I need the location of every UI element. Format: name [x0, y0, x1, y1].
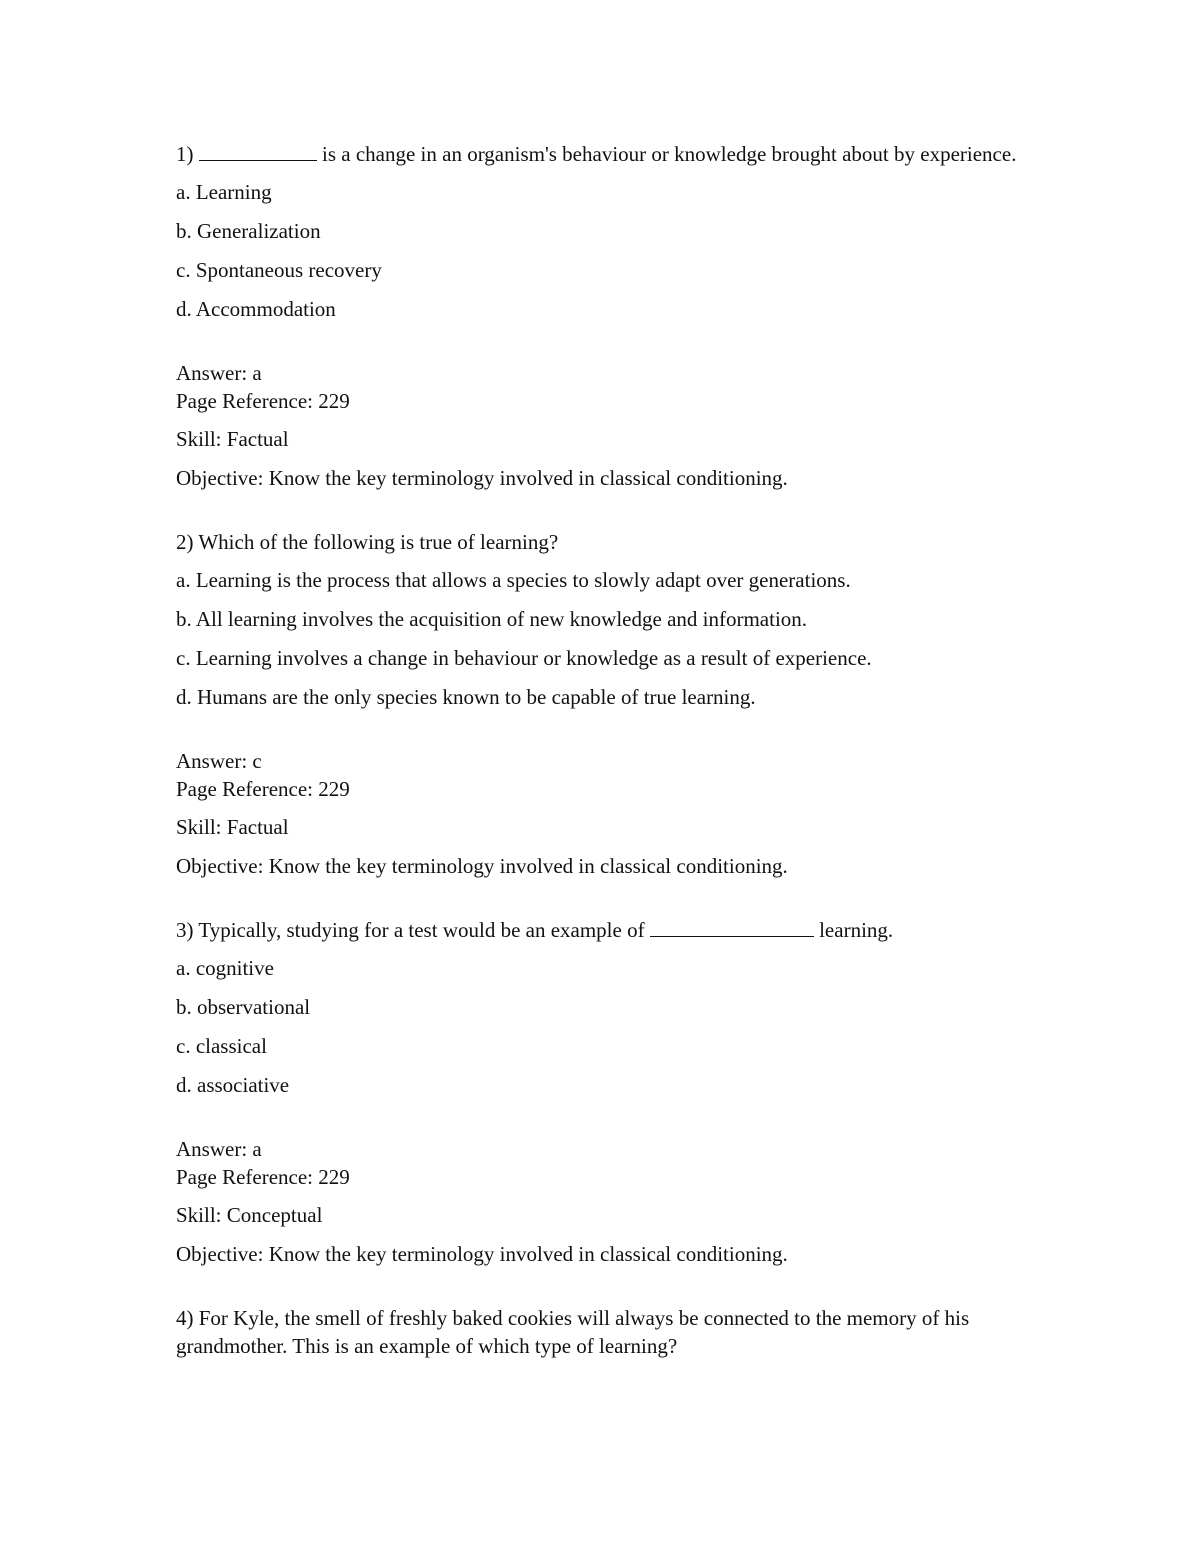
question-2	[176, 528, 1026, 880]
option-d: d. Accommodation	[176, 297, 336, 321]
page-reference: Page Reference: 229	[176, 1165, 350, 1189]
answer-key: Answer: c	[176, 749, 262, 773]
option-a: a. cognitive	[176, 956, 274, 980]
learning-objective: Objective: Know the key terminology involved in classical conditioning.	[176, 1242, 788, 1266]
option-b: b. Generalization	[176, 219, 321, 243]
question-4	[176, 1304, 1026, 1360]
question-stem: 4) For Kyle, the smell of freshly baked cookies will always be connected to the memory of his grandmother. This is an example of which type of learning?	[176, 1306, 970, 1358]
question-stem: 2) Which of the following is true of learning?	[176, 530, 559, 554]
answer-key: Answer: a	[176, 1137, 262, 1161]
option-a: a. Learning	[176, 180, 272, 204]
option-c: c. Learning involves a change in behaviour or knowledge as a result of experience.	[176, 646, 872, 670]
answer-blank	[650, 918, 814, 937]
option-a: a. Learning is the process that allows a species to slowly adapt over generations.	[176, 568, 851, 592]
question-stem	[176, 916, 1026, 944]
question-3	[176, 916, 1026, 1268]
answer-key: Answer: a	[176, 361, 262, 385]
answer-metadata	[176, 1135, 1026, 1268]
option-c: c. classical	[176, 1034, 267, 1058]
learning-objective: Objective: Know the key terminology involved in classical conditioning.	[176, 466, 788, 490]
page-reference: Page Reference: 229	[176, 389, 350, 413]
answer-metadata	[176, 359, 1026, 492]
option-b: b. All learning involves the acquisition of new knowledge and information.	[176, 607, 808, 631]
page-reference: Page Reference: 229	[176, 777, 350, 801]
answer-blank	[199, 142, 317, 161]
option-d: d. associative	[176, 1073, 290, 1097]
option-d: d. Humans are the only species known to be capable of true learning.	[176, 685, 756, 709]
question-text: is a change in an organism's behaviour or knowledge brought about by experience.	[316, 142, 1017, 166]
document-page	[176, 140, 1026, 1370]
skill-level: Skill: Factual	[176, 427, 289, 451]
skill-level: Skill: Factual	[176, 815, 289, 839]
question-stem	[176, 140, 1026, 168]
question-text: 3) Typically, studying for a test would be an example of	[176, 918, 650, 942]
question-1	[176, 140, 1026, 492]
option-c: c. Spontaneous recovery	[176, 258, 382, 282]
option-b: b. observational	[176, 995, 311, 1019]
question-number: 1)	[176, 142, 194, 166]
skill-level: Skill: Conceptual	[176, 1203, 323, 1227]
learning-objective: Objective: Know the key terminology involved in classical conditioning.	[176, 854, 788, 878]
answer-metadata	[176, 747, 1026, 880]
question-text-end: learning.	[813, 918, 894, 942]
